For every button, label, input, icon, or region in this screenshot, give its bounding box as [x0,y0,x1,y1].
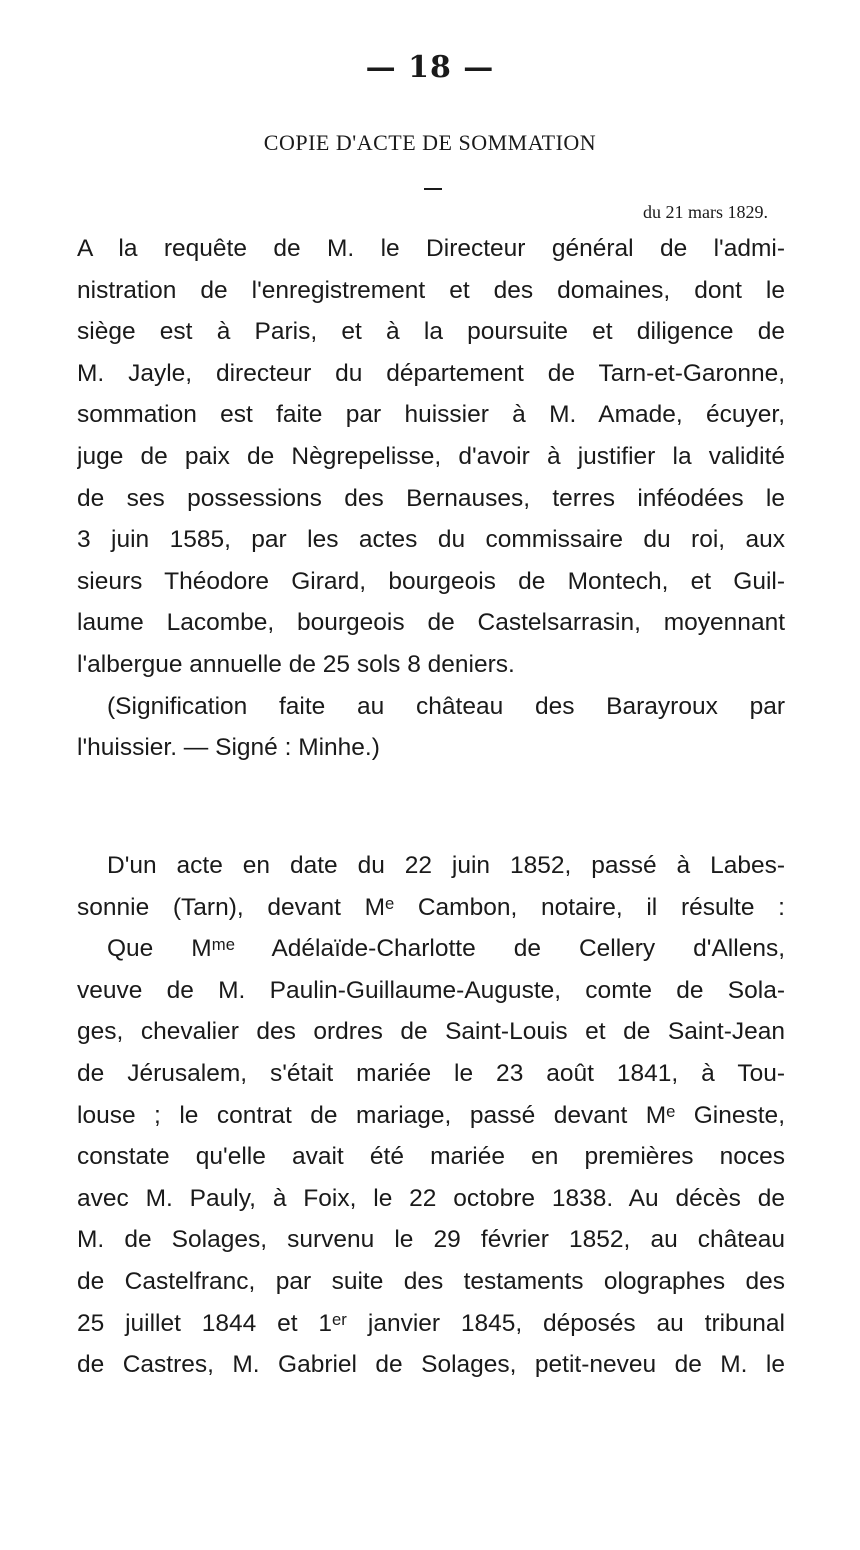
text-line: siège est à Paris, et à la poursuite et diligence de [77,318,785,346]
text-line: juge de paix de Nègrepelisse, d'avoir à justifier la validité [77,442,785,470]
text-line: de Castelfranc, par suite des testaments olographes des [77,1267,785,1295]
text-line: sonnie (Tarn), devant Mᵉ Cambon, notaire, il résulte : [77,893,785,921]
text-line: constate qu'elle avait été mariée en premières noces [77,1143,785,1171]
text-line: M. Jayle, directeur du département de Tarn-et-Garonne, [77,359,785,387]
text-line: nistration de l'enregistrement et des domaines, dont le [77,276,785,304]
text-line: D'un acte en date du 22 juin 1852, passé à Labes- [107,852,785,879]
heading-rule [424,188,442,190]
text-line: veuve de M. Paulin-Guillaume-Auguste, comte de Sola- [77,976,785,1004]
text-line: louse ; le contrat de mariage, passé devant Mᵉ Gineste, [77,1101,785,1129]
text-line: de Castres, M. Gabriel de Solages, petit-neveu de M. le [77,1351,785,1379]
text-line: 25 juillet 1844 et 1ᵉʳ janvier 1845, déposés au tribunal [77,1309,785,1337]
date-line: du 21 mars 1829. [643,202,768,222]
text-line: de Jérusalem, s'était mariée le 23 août 1841, à Tou- [77,1059,785,1087]
text-line: ges, chevalier des ordres de Saint-Louis et de Saint-Jean [77,1018,785,1046]
text-line: (Signification faite au château des Barayroux par [107,692,785,720]
text-line: A la requête de M. le Directeur général de l'admi- [77,235,785,262]
text-line: avec M. Pauly, à Foix, le 22 octobre 1838. Au décès de [77,1184,785,1212]
text-line: de ses possessions des Bernauses, terres inféodées le [77,484,785,512]
page-number: — 18 — [365,50,495,85]
text-line: sommation est faite par huissier à M. Amade, écuyer, [77,401,785,429]
section-heading: COPIE D'ACTE DE SOMMATION [263,130,597,155]
summons-paragraph [77,228,785,769]
text-line: 3 juin 1585, par les actes du commissaire du roi, aux [77,526,785,554]
deed-paragraph [77,845,785,1386]
text-line: Que Mᵐᵉ Adélaïde-Charlotte de Cellery d'Allens, [107,935,785,963]
text-line: sieurs Théodore Girard, bourgeois de Montech, et Guil- [77,567,785,595]
text-line: M. de Solages, survenu le 29 février 1852, au château [77,1226,785,1254]
text-line: l'albergue annuelle de 25 sols 8 deniers. [77,650,515,678]
text-line: l'huissier. — Signé : Minhe.) [77,734,380,762]
text-line: laume Lacombe, bourgeois de Castelsarrasin, moyennant [77,609,785,637]
